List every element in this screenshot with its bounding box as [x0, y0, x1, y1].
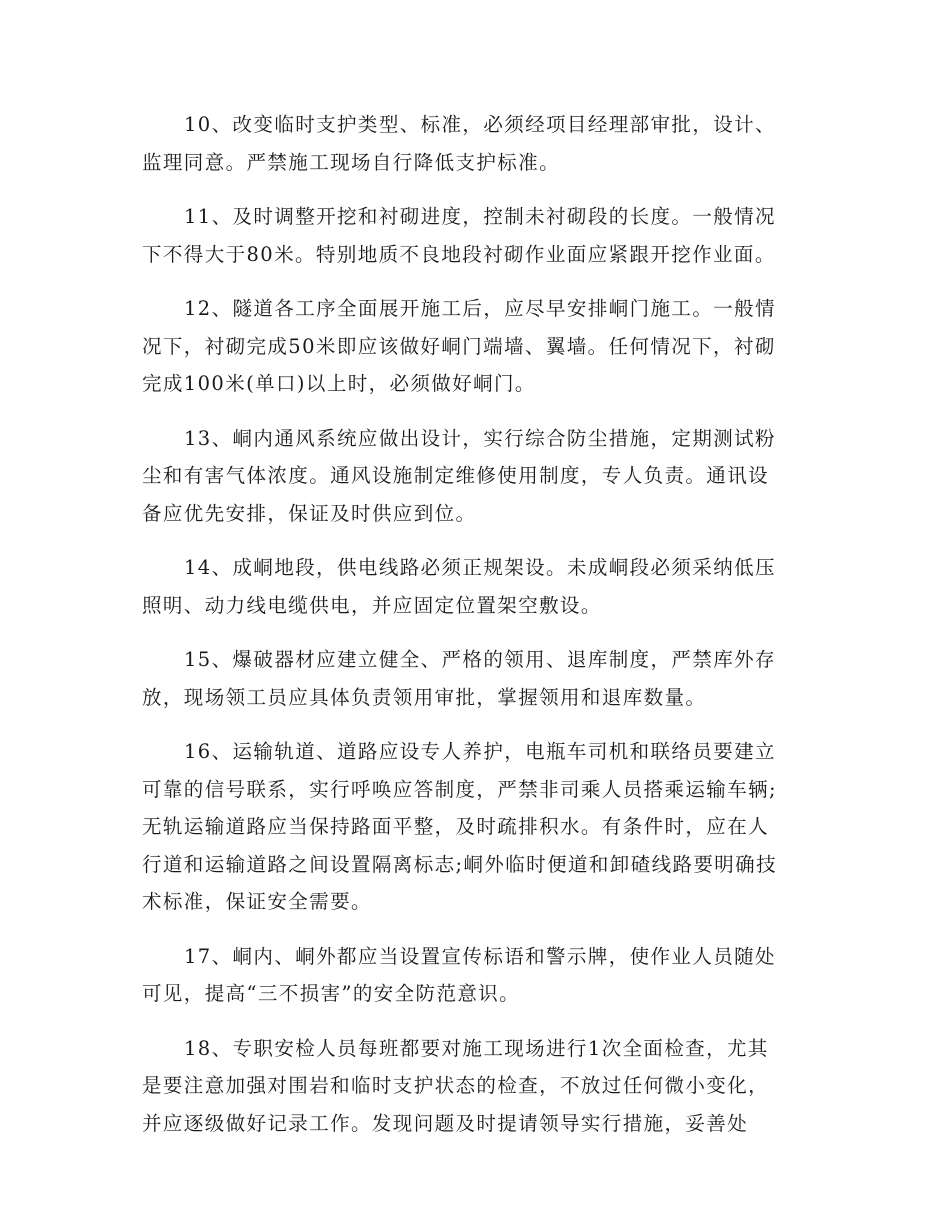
paragraph-line: 放，现场领工员应具体负责领用审批，掌握领用和退库数量。	[142, 685, 707, 709]
paragraph-line: 备应优先安排，保证及时供应到位。	[142, 501, 477, 525]
paragraph-14	[142, 549, 807, 624]
paragraph-line: 10、改变临时支护类型、标准，必须经项目经理部审批，设计、	[184, 113, 776, 136]
paragraph-13	[142, 420, 807, 533]
paragraph-line: 行道和运输道路之间设置隔离标志;峒外临时便道和卸碴线路要明确技	[142, 852, 777, 876]
paragraph-line: 完成100米(单口)以上时，必须做好峒门。	[142, 372, 536, 395]
paragraph-line: 无轨运输道路应当保持路面平整，及时疏排积水。有条件时，应在人	[142, 815, 770, 838]
paragraph-18	[142, 1030, 807, 1143]
paragraph-17	[142, 938, 807, 1013]
paragraph-15	[142, 641, 807, 716]
paragraph-line: 可见，提高“三不损害”的安全防范意识。	[142, 982, 521, 1005]
paragraph-line: 11、及时调整开挖和衬砌进度，控制未衬砌段的长度。一般情况	[184, 205, 776, 228]
paragraph-10	[142, 106, 807, 181]
paragraph-line: 14、成峒地段，供电线路必须正规架设。未成峒段必须采纳低压	[184, 556, 776, 579]
paragraph-line: 监理同意。严禁施工现场自行降低支护标准。	[142, 150, 561, 174]
paragraph-line: 16、运输轨道、道路应设专人养护，电瓶车司机和联络员要建立	[184, 740, 776, 763]
paragraph-line: 下不得大于80米。特别地质不良地段衬砌作业面应紧跟开挖作业面。	[142, 242, 776, 266]
paragraph-line: 照明、动力线电缆供电，并应固定位置架空敷设。	[142, 593, 602, 617]
paragraph-16	[142, 733, 807, 921]
paragraph-11	[142, 198, 807, 273]
document-page	[142, 106, 807, 1159]
paragraph-line: 况下，衬砌完成50米即应该做好峒门端墙、翼墙。任何情况下，衬砌	[142, 334, 776, 358]
paragraph-line: 术标准，保证安全需要。	[142, 890, 372, 913]
paragraph-line: 18、专职安检人员每班都要对施工现场进行1次全面检查，尤其	[184, 1036, 769, 1060]
paragraph-12	[142, 290, 807, 403]
paragraph-line: 15、爆破器材应建立健全、严格的领用、退库制度，严禁库外存	[184, 648, 776, 671]
paragraph-line: 并应逐级做好记录工作。发现问题及时提请领导实行措施，妥善处	[142, 1111, 749, 1135]
paragraph-line: 13、峒内通风系统应做出设计，实行综合防尘措施，定期测试粉	[184, 426, 776, 450]
paragraph-line: 是要注意加强对围岩和临时支护状态的检查，不放过任何微小变化，	[142, 1074, 770, 1097]
paragraph-line: 17、峒内、峒外都应当设置宣传标语和警示牌，使作业人员随处	[184, 944, 776, 968]
paragraph-line: 12、隧道各工序全面展开施工后，应尽早安排峒门施工。一般情	[184, 297, 776, 320]
paragraph-line: 可靠的信号联系，实行呼唤应答制度，严禁非司乘人员搭乘运输车辆;	[142, 777, 777, 801]
paragraph-line: 尘和有害气体浓度。通风设施制定维修使用制度，专人负责。通讯设	[142, 464, 770, 487]
